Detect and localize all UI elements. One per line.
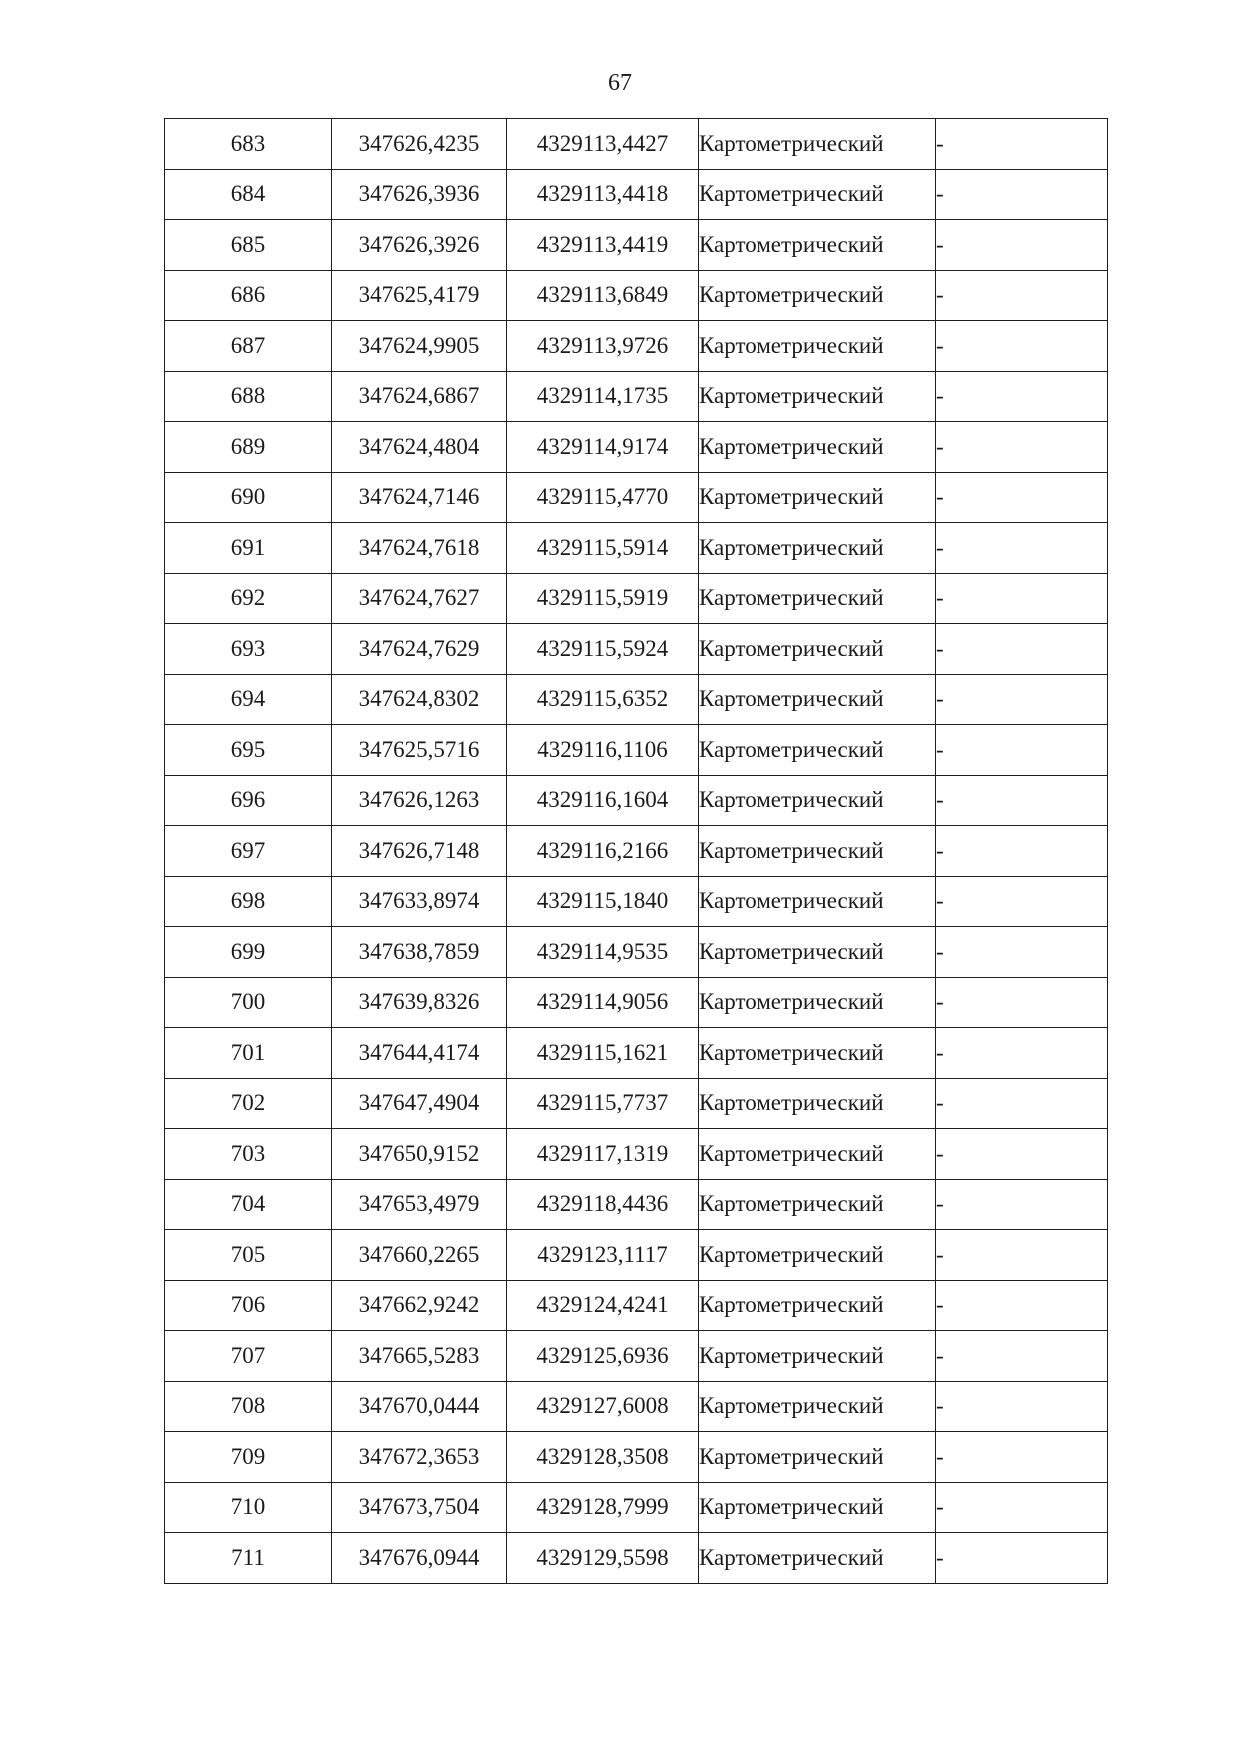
method-cell: Картометрический — [699, 977, 936, 1028]
y-coordinate-cell: 4329115,5914 — [507, 523, 699, 574]
method-cell: Картометрический — [699, 422, 936, 473]
table-row — [165, 1331, 1108, 1382]
note-cell: - — [936, 119, 1108, 170]
coordinates-table-body — [165, 119, 1108, 1584]
table-row — [165, 371, 1108, 422]
x-coordinate-cell: 347633,8974 — [332, 876, 507, 927]
method-cell: Картометрический — [699, 775, 936, 826]
point-number-cell: 692 — [165, 573, 332, 624]
point-number-cell: 707 — [165, 1331, 332, 1382]
note-cell: - — [936, 826, 1108, 877]
note-cell: - — [936, 876, 1108, 927]
point-number-cell: 706 — [165, 1280, 332, 1331]
table-row — [165, 1280, 1108, 1331]
point-number-cell: 696 — [165, 775, 332, 826]
note-cell: - — [936, 1432, 1108, 1483]
note-cell: - — [936, 472, 1108, 523]
note-cell: - — [936, 1533, 1108, 1584]
method-cell: Картометрический — [699, 674, 936, 725]
note-cell: - — [936, 1078, 1108, 1129]
method-cell: Картометрический — [699, 270, 936, 321]
method-cell: Картометрический — [699, 1331, 936, 1382]
table-row — [165, 1482, 1108, 1533]
x-coordinate-cell: 347626,7148 — [332, 826, 507, 877]
x-coordinate-cell: 347626,1263 — [332, 775, 507, 826]
point-number-cell: 704 — [165, 1179, 332, 1230]
y-coordinate-cell: 4329116,2166 — [507, 826, 699, 877]
note-cell: - — [936, 1280, 1108, 1331]
table-row — [165, 1381, 1108, 1432]
note-cell: - — [936, 775, 1108, 826]
y-coordinate-cell: 4329115,1840 — [507, 876, 699, 927]
x-coordinate-cell: 347644,4174 — [332, 1028, 507, 1079]
note-cell: - — [936, 169, 1108, 220]
method-cell: Картометрический — [699, 1533, 936, 1584]
table-row — [165, 472, 1108, 523]
y-coordinate-cell: 4329114,9535 — [507, 927, 699, 978]
note-cell: - — [936, 1331, 1108, 1382]
x-coordinate-cell: 347624,7627 — [332, 573, 507, 624]
table-row — [165, 725, 1108, 776]
table-row — [165, 1078, 1108, 1129]
x-coordinate-cell: 347624,8302 — [332, 674, 507, 725]
y-coordinate-cell: 4329116,1106 — [507, 725, 699, 776]
x-coordinate-cell: 347673,7504 — [332, 1482, 507, 1533]
y-coordinate-cell: 4329115,6352 — [507, 674, 699, 725]
table-row — [165, 119, 1108, 170]
x-coordinate-cell: 347626,3926 — [332, 220, 507, 271]
method-cell: Картометрический — [699, 1432, 936, 1483]
page-number: 67 — [608, 70, 632, 96]
y-coordinate-cell: 4329115,5924 — [507, 624, 699, 675]
point-number-cell: 703 — [165, 1129, 332, 1180]
point-number-cell: 690 — [165, 472, 332, 523]
method-cell: Картометрический — [699, 523, 936, 574]
x-coordinate-cell: 347670,0444 — [332, 1381, 507, 1432]
method-cell: Картометрический — [699, 1179, 936, 1230]
x-coordinate-cell: 347639,8326 — [332, 977, 507, 1028]
point-number-cell: 684 — [165, 169, 332, 220]
point-number-cell: 688 — [165, 371, 332, 422]
y-coordinate-cell: 4329113,4418 — [507, 169, 699, 220]
x-coordinate-cell: 347676,0944 — [332, 1533, 507, 1584]
method-cell: Картометрический — [699, 1078, 936, 1129]
method-cell: Картометрический — [699, 927, 936, 978]
note-cell: - — [936, 725, 1108, 776]
coordinates-table — [164, 118, 1108, 1584]
point-number-cell: 705 — [165, 1230, 332, 1281]
point-number-cell: 700 — [165, 977, 332, 1028]
x-coordinate-cell: 347647,4904 — [332, 1078, 507, 1129]
point-number-cell: 689 — [165, 422, 332, 473]
x-coordinate-cell: 347650,9152 — [332, 1129, 507, 1180]
x-coordinate-cell: 347624,4804 — [332, 422, 507, 473]
x-coordinate-cell: 347660,2265 — [332, 1230, 507, 1281]
table-row — [165, 1028, 1108, 1079]
point-number-cell: 697 — [165, 826, 332, 877]
x-coordinate-cell: 347626,4235 — [332, 119, 507, 170]
y-coordinate-cell: 4329113,4419 — [507, 220, 699, 271]
note-cell: - — [936, 321, 1108, 372]
y-coordinate-cell: 4329128,3508 — [507, 1432, 699, 1483]
y-coordinate-cell: 4329123,1117 — [507, 1230, 699, 1281]
table-row — [165, 270, 1108, 321]
y-coordinate-cell: 4329114,1735 — [507, 371, 699, 422]
method-cell: Картометрический — [699, 1381, 936, 1432]
x-coordinate-cell: 347665,5283 — [332, 1331, 507, 1382]
x-coordinate-cell: 347624,9905 — [332, 321, 507, 372]
method-cell: Картометрический — [699, 826, 936, 877]
method-cell: Картометрический — [699, 1129, 936, 1180]
note-cell: - — [936, 1129, 1108, 1180]
table-row — [165, 826, 1108, 877]
y-coordinate-cell: 4329124,4241 — [507, 1280, 699, 1331]
table-row — [165, 674, 1108, 725]
y-coordinate-cell: 4329113,9726 — [507, 321, 699, 372]
y-coordinate-cell: 4329115,5919 — [507, 573, 699, 624]
x-coordinate-cell: 347624,7629 — [332, 624, 507, 675]
x-coordinate-cell: 347625,5716 — [332, 725, 507, 776]
method-cell: Картометрический — [699, 624, 936, 675]
method-cell: Картометрический — [699, 573, 936, 624]
y-coordinate-cell: 4329113,6849 — [507, 270, 699, 321]
y-coordinate-cell: 4329113,4427 — [507, 119, 699, 170]
point-number-cell: 687 — [165, 321, 332, 372]
y-coordinate-cell: 4329117,1319 — [507, 1129, 699, 1180]
x-coordinate-cell: 347624,7146 — [332, 472, 507, 523]
note-cell: - — [936, 1028, 1108, 1079]
y-coordinate-cell: 4329115,4770 — [507, 472, 699, 523]
table-row — [165, 523, 1108, 574]
point-number-cell: 695 — [165, 725, 332, 776]
method-cell: Картометрический — [699, 371, 936, 422]
y-coordinate-cell: 4329114,9174 — [507, 422, 699, 473]
method-cell: Картометрический — [699, 321, 936, 372]
table-row — [165, 573, 1108, 624]
y-coordinate-cell: 4329116,1604 — [507, 775, 699, 826]
x-coordinate-cell: 347626,3936 — [332, 169, 507, 220]
method-cell: Картометрический — [699, 472, 936, 523]
method-cell: Картометрический — [699, 1280, 936, 1331]
x-coordinate-cell: 347624,6867 — [332, 371, 507, 422]
point-number-cell: 691 — [165, 523, 332, 574]
note-cell: - — [936, 523, 1108, 574]
point-number-cell: 701 — [165, 1028, 332, 1079]
x-coordinate-cell: 347638,7859 — [332, 927, 507, 978]
point-number-cell: 685 — [165, 220, 332, 271]
method-cell: Картометрический — [699, 169, 936, 220]
y-coordinate-cell: 4329115,7737 — [507, 1078, 699, 1129]
table-row — [165, 1129, 1108, 1180]
point-number-cell: 702 — [165, 1078, 332, 1129]
table-row — [165, 927, 1108, 978]
table-row — [165, 321, 1108, 372]
table-row — [165, 169, 1108, 220]
note-cell: - — [936, 422, 1108, 473]
table-row — [165, 977, 1108, 1028]
point-number-cell: 698 — [165, 876, 332, 927]
method-cell: Картометрический — [699, 1230, 936, 1281]
note-cell: - — [936, 1482, 1108, 1533]
note-cell: - — [936, 220, 1108, 271]
y-coordinate-cell: 4329127,6008 — [507, 1381, 699, 1432]
table-row — [165, 624, 1108, 675]
note-cell: - — [936, 1179, 1108, 1230]
table-row — [165, 422, 1108, 473]
x-coordinate-cell: 347624,7618 — [332, 523, 507, 574]
point-number-cell: 699 — [165, 927, 332, 978]
point-number-cell: 694 — [165, 674, 332, 725]
method-cell: Картометрический — [699, 220, 936, 271]
note-cell: - — [936, 270, 1108, 321]
table-row — [165, 220, 1108, 271]
table-row — [165, 1533, 1108, 1584]
y-coordinate-cell: 4329115,1621 — [507, 1028, 699, 1079]
method-cell: Картометрический — [699, 119, 936, 170]
point-number-cell: 709 — [165, 1432, 332, 1483]
note-cell: - — [936, 371, 1108, 422]
y-coordinate-cell: 4329128,7999 — [507, 1482, 699, 1533]
note-cell: - — [936, 674, 1108, 725]
table-row — [165, 876, 1108, 927]
method-cell: Картометрический — [699, 725, 936, 776]
table-row — [165, 1230, 1108, 1281]
note-cell: - — [936, 1381, 1108, 1432]
table-row — [165, 1432, 1108, 1483]
y-coordinate-cell: 4329125,6936 — [507, 1331, 699, 1382]
x-coordinate-cell: 347672,3653 — [332, 1432, 507, 1483]
note-cell: - — [936, 624, 1108, 675]
point-number-cell: 683 — [165, 119, 332, 170]
y-coordinate-cell: 4329129,5598 — [507, 1533, 699, 1584]
point-number-cell: 710 — [165, 1482, 332, 1533]
point-number-cell: 693 — [165, 624, 332, 675]
point-number-cell: 686 — [165, 270, 332, 321]
point-number-cell: 708 — [165, 1381, 332, 1432]
y-coordinate-cell: 4329114,9056 — [507, 977, 699, 1028]
note-cell: - — [936, 1230, 1108, 1281]
table-row — [165, 775, 1108, 826]
x-coordinate-cell: 347653,4979 — [332, 1179, 507, 1230]
table-row — [165, 1179, 1108, 1230]
x-coordinate-cell: 347625,4179 — [332, 270, 507, 321]
point-number-cell: 711 — [165, 1533, 332, 1584]
y-coordinate-cell: 4329118,4436 — [507, 1179, 699, 1230]
x-coordinate-cell: 347662,9242 — [332, 1280, 507, 1331]
note-cell: - — [936, 927, 1108, 978]
note-cell: - — [936, 977, 1108, 1028]
method-cell: Картометрический — [699, 1028, 936, 1079]
note-cell: - — [936, 573, 1108, 624]
method-cell: Картометрический — [699, 876, 936, 927]
method-cell: Картометрический — [699, 1482, 936, 1533]
